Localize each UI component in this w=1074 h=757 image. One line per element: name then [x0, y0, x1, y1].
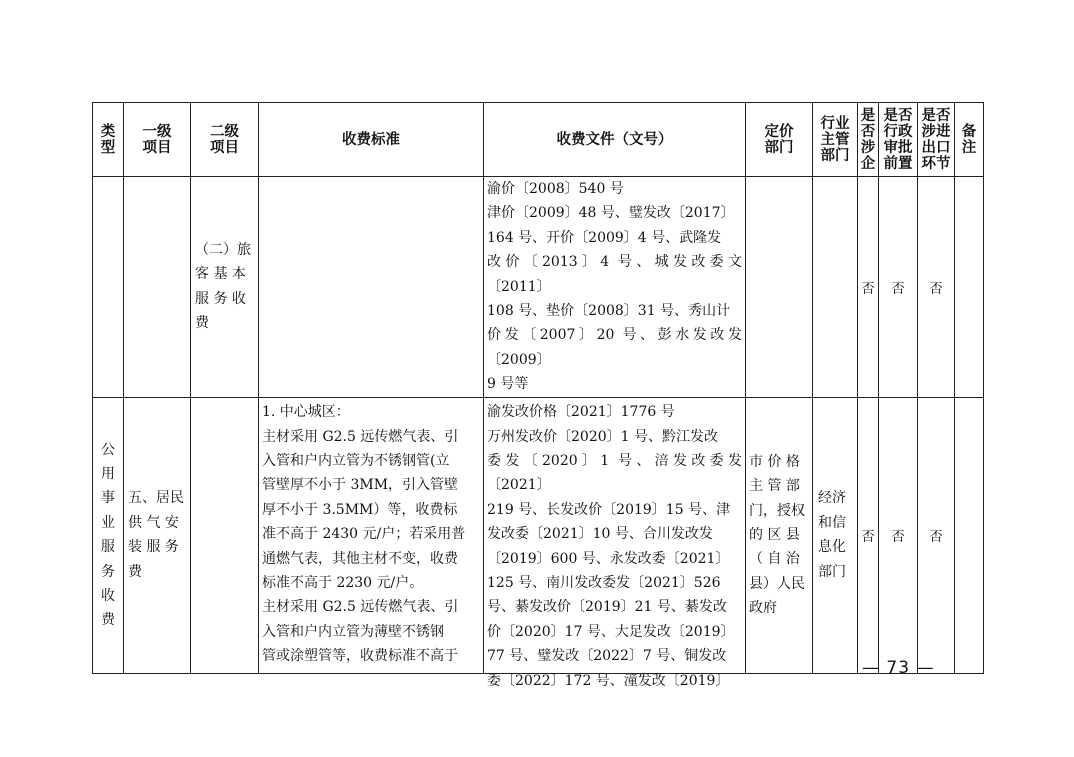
row2-import-export: 否 — [918, 397, 955, 673]
row2-document — [484, 397, 746, 689]
header-level2: 二级 项目 — [191, 103, 259, 177]
row1-document — [484, 177, 746, 398]
row2-level1 — [124, 397, 191, 673]
row2-standard-text: 1. 中心城区： 主材采用 G2.5 远传燃气表、引 入管和户内立管为不锈钢管(立 管壁厚不小于 3MM，引入管壁 厚不小于 3.5MM）等，收费标 准不高于 2430 元/户；若采用普 通燃气表，其他主材不变，收费 标准不高于 2230 元/户。 主材采用 G2.5 远传燃气表、引 入管和户内立管为薄壁不锈钢 管或涂塑管等，收费标准不高于 — [262, 404, 466, 665]
row1-level2 — [191, 177, 259, 398]
row1-authority — [813, 177, 858, 398]
header-import-export: 是否 涉进 出口 环节 — [918, 103, 955, 177]
row2-type — [93, 397, 124, 673]
header-level1: 一级 项目 — [124, 103, 191, 177]
row1-approval: 否 — [879, 177, 918, 398]
header-approval: 是否 行政 审批 前置 — [879, 103, 918, 177]
row2-level2 — [191, 397, 259, 673]
row1-pricing — [746, 177, 813, 398]
row1-enterprise: 否 — [858, 177, 879, 398]
header-row — [93, 103, 984, 177]
row2-standard — [259, 397, 484, 673]
row2-authority-text: 经济 和信 息化 部门 — [818, 490, 846, 580]
header-remark: 备 注 — [955, 103, 984, 177]
row1-remark — [955, 177, 984, 398]
table-row — [93, 177, 984, 398]
row1-type — [93, 177, 124, 398]
row2-remark — [955, 397, 984, 673]
row1-document-text: 渝价〔2008〕540 号 津价〔2009〕48 号、璧发改〔2017〕 164 号、开价〔2009〕4 号、武隆发 改价〔2013〕4 号、城发改委文〔2011〕 108 号、垫价〔2008〕31 号、秀山计 价发〔2007〕20 号、彭水发改发〔2009〕 9 号等 — [487, 181, 742, 393]
header-type: 类 型 — [93, 103, 124, 177]
header-document: 收费文件（文号） — [484, 103, 746, 177]
row2-approval: 否 — [879, 397, 918, 673]
header-pricing: 定价 部门 — [746, 103, 813, 177]
row1-standard — [259, 177, 484, 398]
header-standard: 收费标准 — [259, 103, 484, 177]
page-number: — 73 — — [862, 658, 935, 678]
row2-pricing-text: 市 价 格 主 管 部 门，授权 的 区 县 （ 自 治 县）人民 政府 — [749, 453, 805, 617]
row2-authority — [813, 397, 858, 673]
row2-type-text: 公 用 事 业 服 务 收 费 — [101, 441, 115, 629]
header-enterprise: 是 否 涉 企 — [858, 103, 879, 177]
table-row — [93, 397, 984, 673]
header-authority: 行业 主管 部门 — [813, 103, 858, 177]
row1-level2-text: （二）旅 客 基 本 服 务 收 费 — [195, 242, 251, 332]
fee-table — [92, 102, 984, 689]
row2-enterprise: 否 — [858, 397, 879, 673]
row2-document-text: 渝发改价格〔2021〕1776 号 万州发改价〔2020〕1 号、黔江发改 委发〔2020〕1 号、涪发改委发〔2021〕 219 号、长发改价〔2019〕15 号、津 发改委〔2021〕10 号、合川发改发 〔2019〕600 号、永发改委〔2021〕 125 号、南川发改委发〔2021〕526 号、綦发改价〔2019〕21 号、綦发改 价〔2020〕17 号、大足发改〔2019〕 77 号、璧发改〔2022〕7 号、铜发改 委〔2022〕172 号、潼发改〔2019〕 — [487, 404, 742, 689]
row2-pricing — [746, 397, 813, 673]
row1-level1 — [124, 177, 191, 398]
row2-level1-text: 五、居民 供 气 安 装 服 务 费 — [128, 490, 184, 580]
row1-import-export: 否 — [918, 177, 955, 398]
